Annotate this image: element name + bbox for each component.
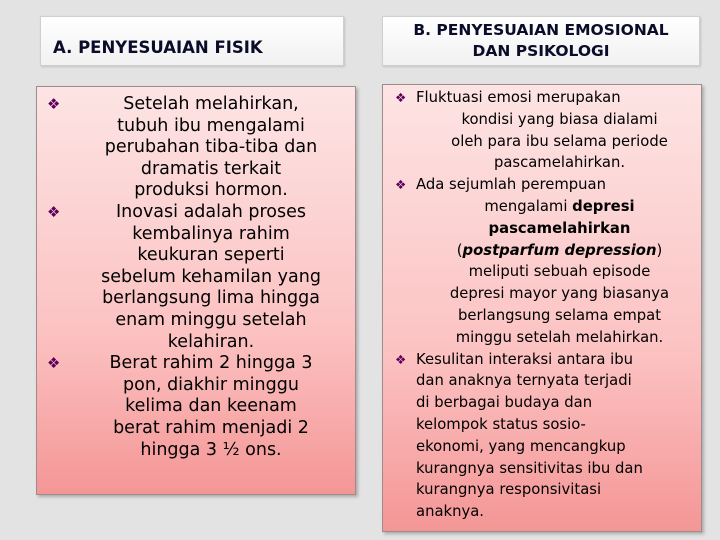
text-line: kurangnya sensitivitas ibu dan: [416, 459, 643, 477]
text-line: [416, 240, 703, 262]
text-line: berat rahim menjadi 2: [113, 417, 309, 438]
text-fragment: (: [456, 241, 463, 259]
list-item: [45, 353, 351, 461]
text-line: depresi mayor yang biasanya: [449, 285, 670, 303]
text-fragment: ): [656, 241, 663, 259]
text-line: kondisi yang biasa dialami: [461, 110, 658, 128]
list-item: [45, 202, 351, 353]
text-line: kurangnya responsivitasi: [416, 481, 602, 499]
text-line: meliputi sebuah episode: [468, 263, 651, 281]
text-line: berlangsung lima hingga: [102, 288, 320, 309]
list-item-text: [71, 94, 351, 202]
list-item: [393, 174, 703, 348]
list-item-text: [416, 87, 703, 174]
text-line: pon, diakhir minggu: [123, 374, 299, 395]
text-line: kelompok status sosio-: [416, 415, 586, 433]
bold-term: depresi: [572, 197, 635, 215]
text-line: [416, 218, 703, 240]
text-line: dan anaknya ternyata terjadi: [416, 372, 632, 390]
emotional-content-panel: [382, 84, 702, 532]
header-emotional-title: [383, 20, 699, 62]
physical-bullet-list: [45, 94, 351, 461]
text-line: enam minggu setelah: [115, 309, 307, 330]
text-line: produksi hormon.: [134, 180, 288, 201]
text-line: Fluktuasi emosi merupakan: [416, 89, 621, 106]
text-line: Ada sejumlah perempuan: [416, 176, 606, 194]
text-line: keukuran seperti: [137, 245, 285, 266]
bold-italic-term: postparfum depression: [462, 241, 657, 259]
physical-content-panel: [36, 86, 356, 495]
text-line: perubahan tiba-tiba dan: [104, 137, 318, 158]
text-line: oleh para ibu selama periode: [451, 132, 668, 150]
diamond-bullet-icon: ❖: [395, 90, 407, 105]
text-line: Berat rahim 2 hingga 3: [109, 353, 313, 374]
diamond-bullet-icon: ❖: [47, 202, 61, 221]
text-line: kelima dan keenam: [125, 396, 297, 417]
text-line: Kesulitan interaksi antara ibu: [416, 350, 634, 368]
text-line: anaknya.: [416, 503, 484, 521]
text-line: sebelum kehamilan yang: [101, 266, 321, 287]
header-emotional-line1: B. PENYESUAIAN EMOSIONAL: [413, 21, 669, 39]
text-line: tubuh ibu mengalami: [117, 115, 305, 136]
list-item-text: [416, 349, 703, 523]
header-physical-adjustment: [40, 16, 344, 66]
emotional-bullet-list: [393, 87, 703, 523]
diamond-bullet-icon: ❖: [47, 95, 61, 113]
bold-term: pascamelahirkan: [488, 219, 631, 237]
text-line: berlangsung selama empat: [457, 306, 662, 324]
text-line: di berbagai budaya dan: [416, 394, 593, 412]
header-emotional-adjustment: [382, 16, 700, 66]
text-line: [416, 196, 703, 218]
text-line: hingga 3 ½ ons.: [140, 439, 282, 460]
text-line: ekonomi, yang mencangkup: [416, 437, 626, 455]
text-line: kembalinya rahim: [132, 223, 290, 244]
text-line: dramatis terkait: [140, 158, 282, 179]
text-fragment: mengalami: [484, 197, 573, 215]
list-item-text: [71, 202, 351, 353]
text-line: Inovasi adalah proses: [115, 201, 306, 222]
list-item-text: [416, 174, 703, 348]
diamond-bullet-icon: ❖: [395, 351, 407, 367]
header-physical-title: A. PENYESUAIAN FISIK: [53, 38, 263, 57]
list-item: [393, 87, 703, 174]
list-item-text: [71, 353, 351, 461]
diamond-bullet-icon: ❖: [395, 177, 407, 193]
header-emotional-line2: DAN PSIKOLOGI: [472, 42, 610, 60]
text-line: minggu setelah melahirkan.: [455, 328, 664, 346]
diamond-bullet-icon: ❖: [47, 354, 61, 373]
list-item: [45, 94, 351, 202]
text-line: kelahiran.: [167, 331, 255, 352]
text-line: Setelah melahirkan,: [123, 94, 299, 114]
list-item: [393, 349, 703, 523]
text-line: pascamelahirkan.: [493, 154, 626, 172]
